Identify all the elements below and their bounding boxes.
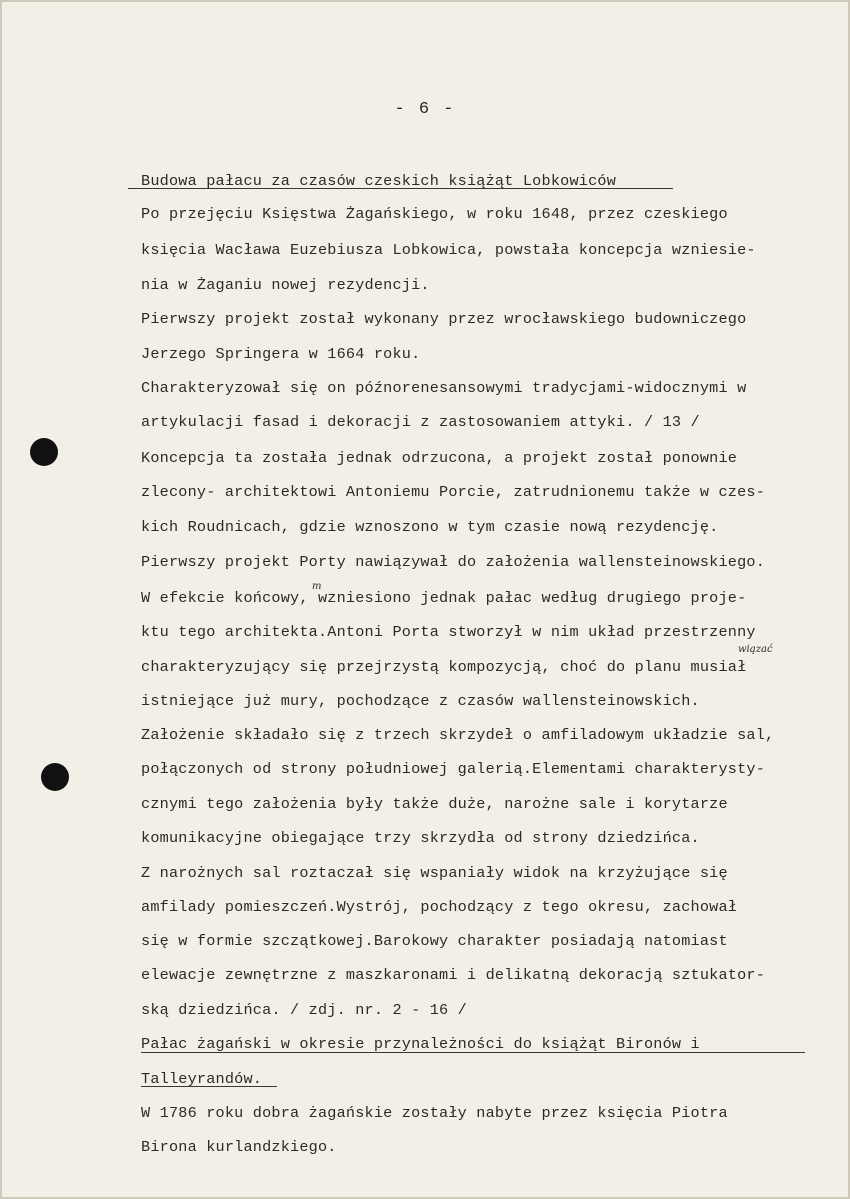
handwritten-correction: wiązać — [738, 644, 773, 655]
text-line: Pierwszy projekt Porty nawiązywał do założenia wallensteinowskiego. — [141, 553, 766, 571]
text-line: księcia Wacława Euzebiusza Lobkowica, powstała koncepcja wzniesie- — [141, 241, 756, 259]
text-line: istniejące już mury, pochodzące z czasów wallensteinowskich. — [141, 692, 700, 710]
heading-underline — [141, 1086, 277, 1087]
text-line: się w formie szczątkowej.Barokowy charakter posiadają natomiast — [141, 932, 728, 950]
section-heading: Budowa pałacu za czasów czeskich książąt Lobkowiców — [141, 172, 617, 190]
text-line: Z narożnych sal roztaczał się wspaniały widok na krzyżujące się — [141, 864, 728, 882]
text-line: elewacje zewnętrzne z maszkaronami i delikatną dekoracją sztukator- — [141, 966, 766, 984]
text-line: amfilady pomieszczeń.Wystrój, pochodzący z tego okresu, zachował — [141, 898, 738, 916]
handwritten-correction: m — [312, 581, 322, 592]
text-line: Po przejęciu Księstwa Żagańskiego, w roku 1648, przez czeskiego — [141, 205, 728, 223]
heading-underline — [128, 188, 673, 189]
text-line: nia w Żaganiu nowej rezydencji. — [141, 276, 430, 294]
section-heading-continued: Talleyrandów. — [141, 1070, 263, 1088]
page-number: - 6 - — [394, 100, 456, 119]
text-line: Koncepcja ta została jednak odrzucona, a projekt został ponownie — [141, 449, 738, 467]
punch-hole-top — [30, 438, 58, 466]
text-line: Założenie składało się z trzech skrzydeł o amfiladowym układzie sal, — [141, 726, 775, 744]
text-line: W 1786 roku dobra żagańskie zostały nabyte przez księcia Piotra — [141, 1104, 728, 1122]
text-line: kich Roudnicach, gdzie wznoszono w tym czasie nową rezydencję. — [141, 518, 719, 536]
text-line: ską dziedzińca. / zdj. nr. 2 - 16 / — [141, 1001, 467, 1019]
text-line: Jerzego Springera w 1664 roku. — [141, 345, 421, 363]
section-heading: Pałac żagański w okresie przynależności do książąt Bironów i — [141, 1035, 700, 1053]
punch-hole-bottom — [41, 763, 69, 791]
text-line: zlecony- architektowi Antoniemu Porcie, zatrudnionemu także w czes- — [141, 483, 766, 501]
text-line: cznymi tego założenia były także duże, narożne sale i korytarze — [141, 795, 728, 813]
text-line: charakteryzujący się przejrzystą kompozycją, choć do planu musiał — [141, 658, 747, 676]
text-line: Birona kurlandzkiego. — [141, 1138, 337, 1156]
text-line: ktu tego architekta.Antoni Porta stworzył w nim układ przestrzenny — [141, 623, 756, 641]
text-line: artykulacji fasad i dekoracji z zastosowaniem attyki. / 13 / — [141, 413, 700, 431]
text-line: Charakteryzował się on późnorenesansowymi tradycjami-widocznymi w — [141, 379, 747, 397]
text-line: W efekcie końcowy, wzniesiono jednak pałac według drugiego proje- — [141, 589, 747, 607]
heading-underline — [141, 1052, 805, 1053]
text-line: połączonych od strony południowej galerią.Elementami charakterysty- — [141, 760, 766, 778]
text-line: komunikacyjne obiegające trzy skrzydła od strony dziedzińca. — [141, 829, 700, 847]
text-line: Pierwszy projekt został wykonany przez wrocławskiego budowniczego — [141, 310, 747, 328]
